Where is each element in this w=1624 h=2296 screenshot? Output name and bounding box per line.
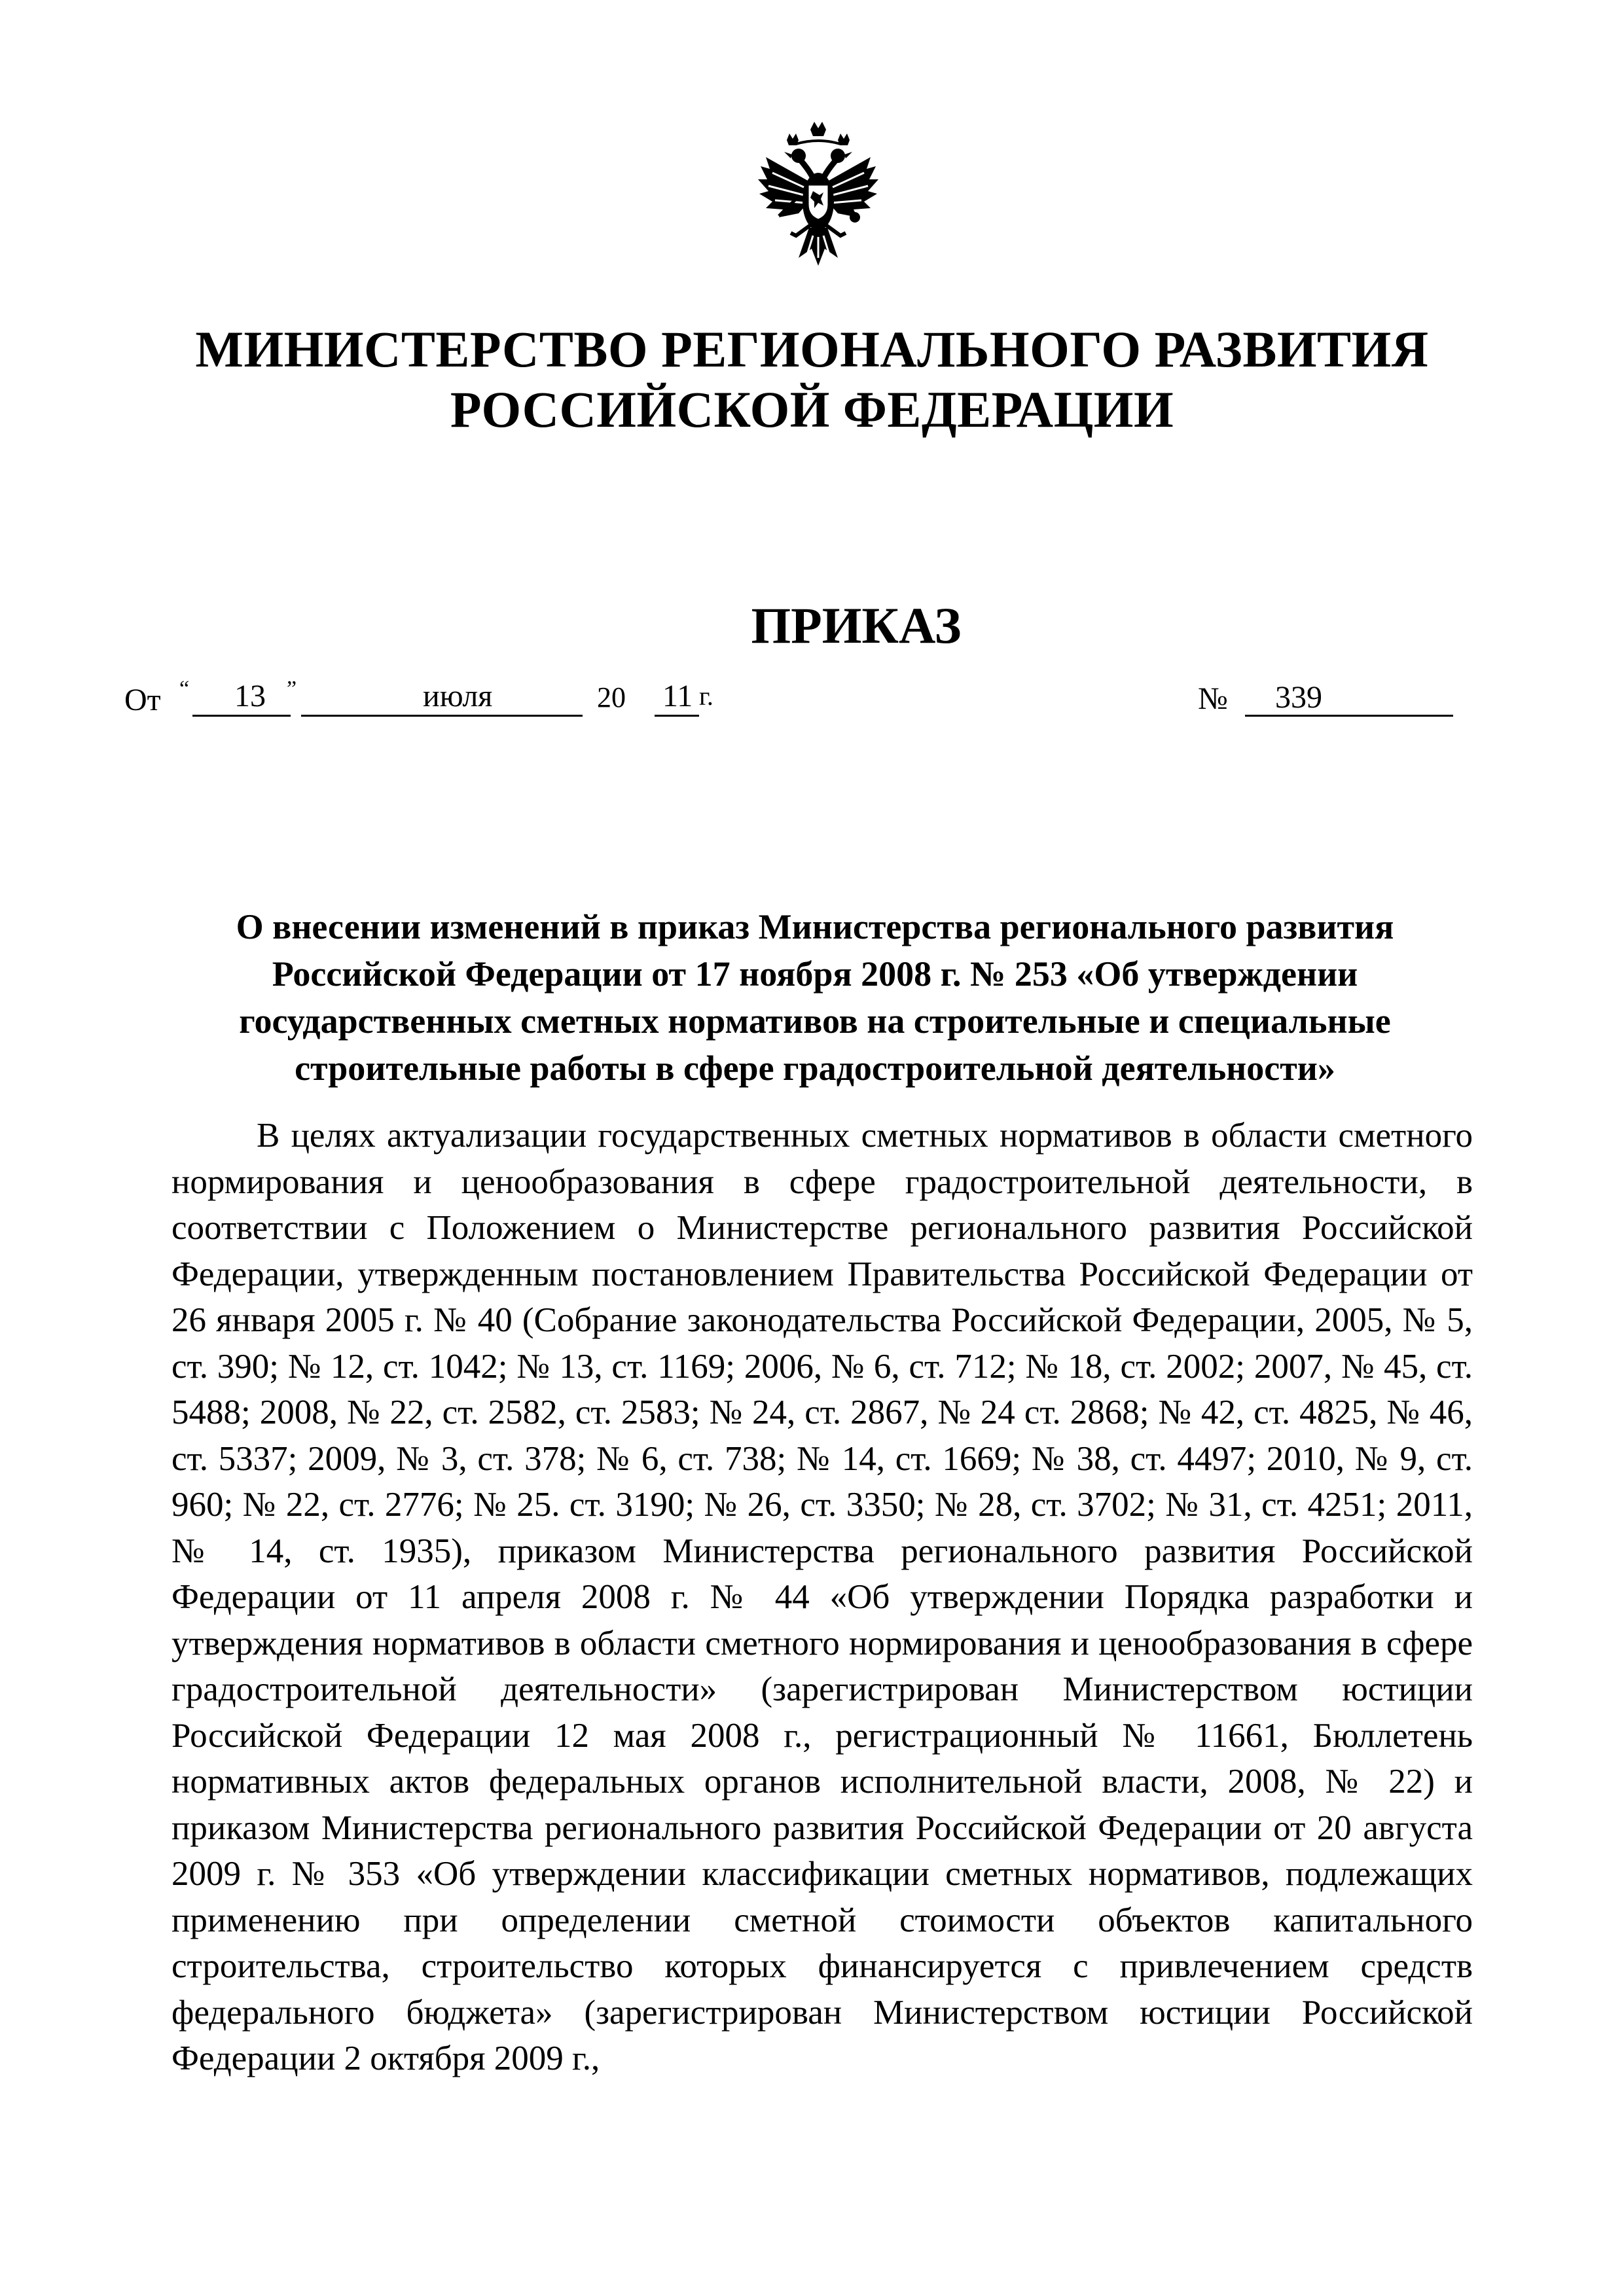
ministry-name (0, 319, 1624, 440)
order-dateline (124, 677, 1499, 733)
dateline-ot: От (124, 683, 161, 717)
number-underline (1245, 715, 1453, 717)
order-title: ПРИКАЗ (751, 597, 962, 654)
order-heading: О внесении изменений в приказ Министерства регионального развития Российской Федерации от 17 ноября 2008 г. № 253 «Об утверждении государственных сметных нормативов на строительные и специальные строительные работы в сфере градостроительной деятельности» (236, 907, 1394, 1088)
ministry-name-line2: РОССИЙСКОЙ ФЕДЕРАЦИИ (450, 381, 1174, 438)
ministry-name-line1: МИНИСТЕРСТВО РЕГИОНАЛЬНОГО РАЗВИТИЯ (195, 321, 1429, 378)
dateline-day: 13 (234, 679, 266, 713)
dateline-number-sign: № (1198, 681, 1228, 716)
dateline-quote-close: ” (287, 677, 297, 701)
dateline-month: июля (423, 679, 493, 713)
dateline-year-suffix: 11 (662, 679, 693, 713)
dateline-quote-open: “ (179, 677, 190, 701)
dateline-number: 339 (1275, 680, 1322, 715)
year-underline (655, 715, 699, 717)
order-body-paragraph: В целях актуализации государственных сметных нормативов в области сметного нормирования и ценообразования в сфере градостроительной деятельности, в соответствии с Положением о Министерстве регионального развития Российской Федерации, утвержденным постановлением Правительства Российской Федерации от 26 января 2005 г. № 40 (Собрание законодательства Российской Федерации, 2005, № 5, ст. 390; № 12, ст. 1042; № 13, ст. 1169; 2006, № 6, ст. 712; № 18, ст. 2002; 2007, № 45, ст. 5488; 2008, № 22, ст. 2582, ст. 2583; № 24, ст. 2867, № 24 ст. 2868; № 42, ст. 4825, № 46, ст. 5337; 2009, № 3, ст. 378; № 6, ст. 738; № 14, ст. 1669; № 38, ст. 4497; 2010, № 9, ст. 960; № 22, ст. 2776; № 25. ст. 3190; № 26, ст. 3350; № 28, ст. 3702; № 31, ст. 4251; 2011, № 14, ст. 1935), приказом Министерства регионального развития Российской Федерации от 11 апреля 2008 г. № 44 «Об утверждении Порядка разработки и утверждения нормативов в области сметного нормирования и ценообразования в сфере градостроительной деятельности» (зарегистрирован Министерством юстиции Российской Федерации 12 мая 2008 г., регистрационный № 11661, Бюллетень нормативных актов федеральных органов исполнительной власти, 2008, № 22) и приказом Министерства регионального развития Российской Федерации от 20 августа 2009 г. № 353 «Об утверждении классификации сметных нормативов, подлежащих применению при определении сметной стоимости объектов капитального строительства, строительство которых финансируется с привлечением средств федерального бюджета» (зарегистрирован Министерством юстиции Российской Федерации 2 октября 2009 г., (171, 1117, 1473, 2077)
coat-of-arms-icon (753, 118, 884, 275)
month-underline (301, 715, 583, 717)
dateline-year-mark: г. (699, 681, 713, 711)
dateline-year-prefix: 20 (597, 681, 626, 713)
day-underline (192, 715, 291, 717)
